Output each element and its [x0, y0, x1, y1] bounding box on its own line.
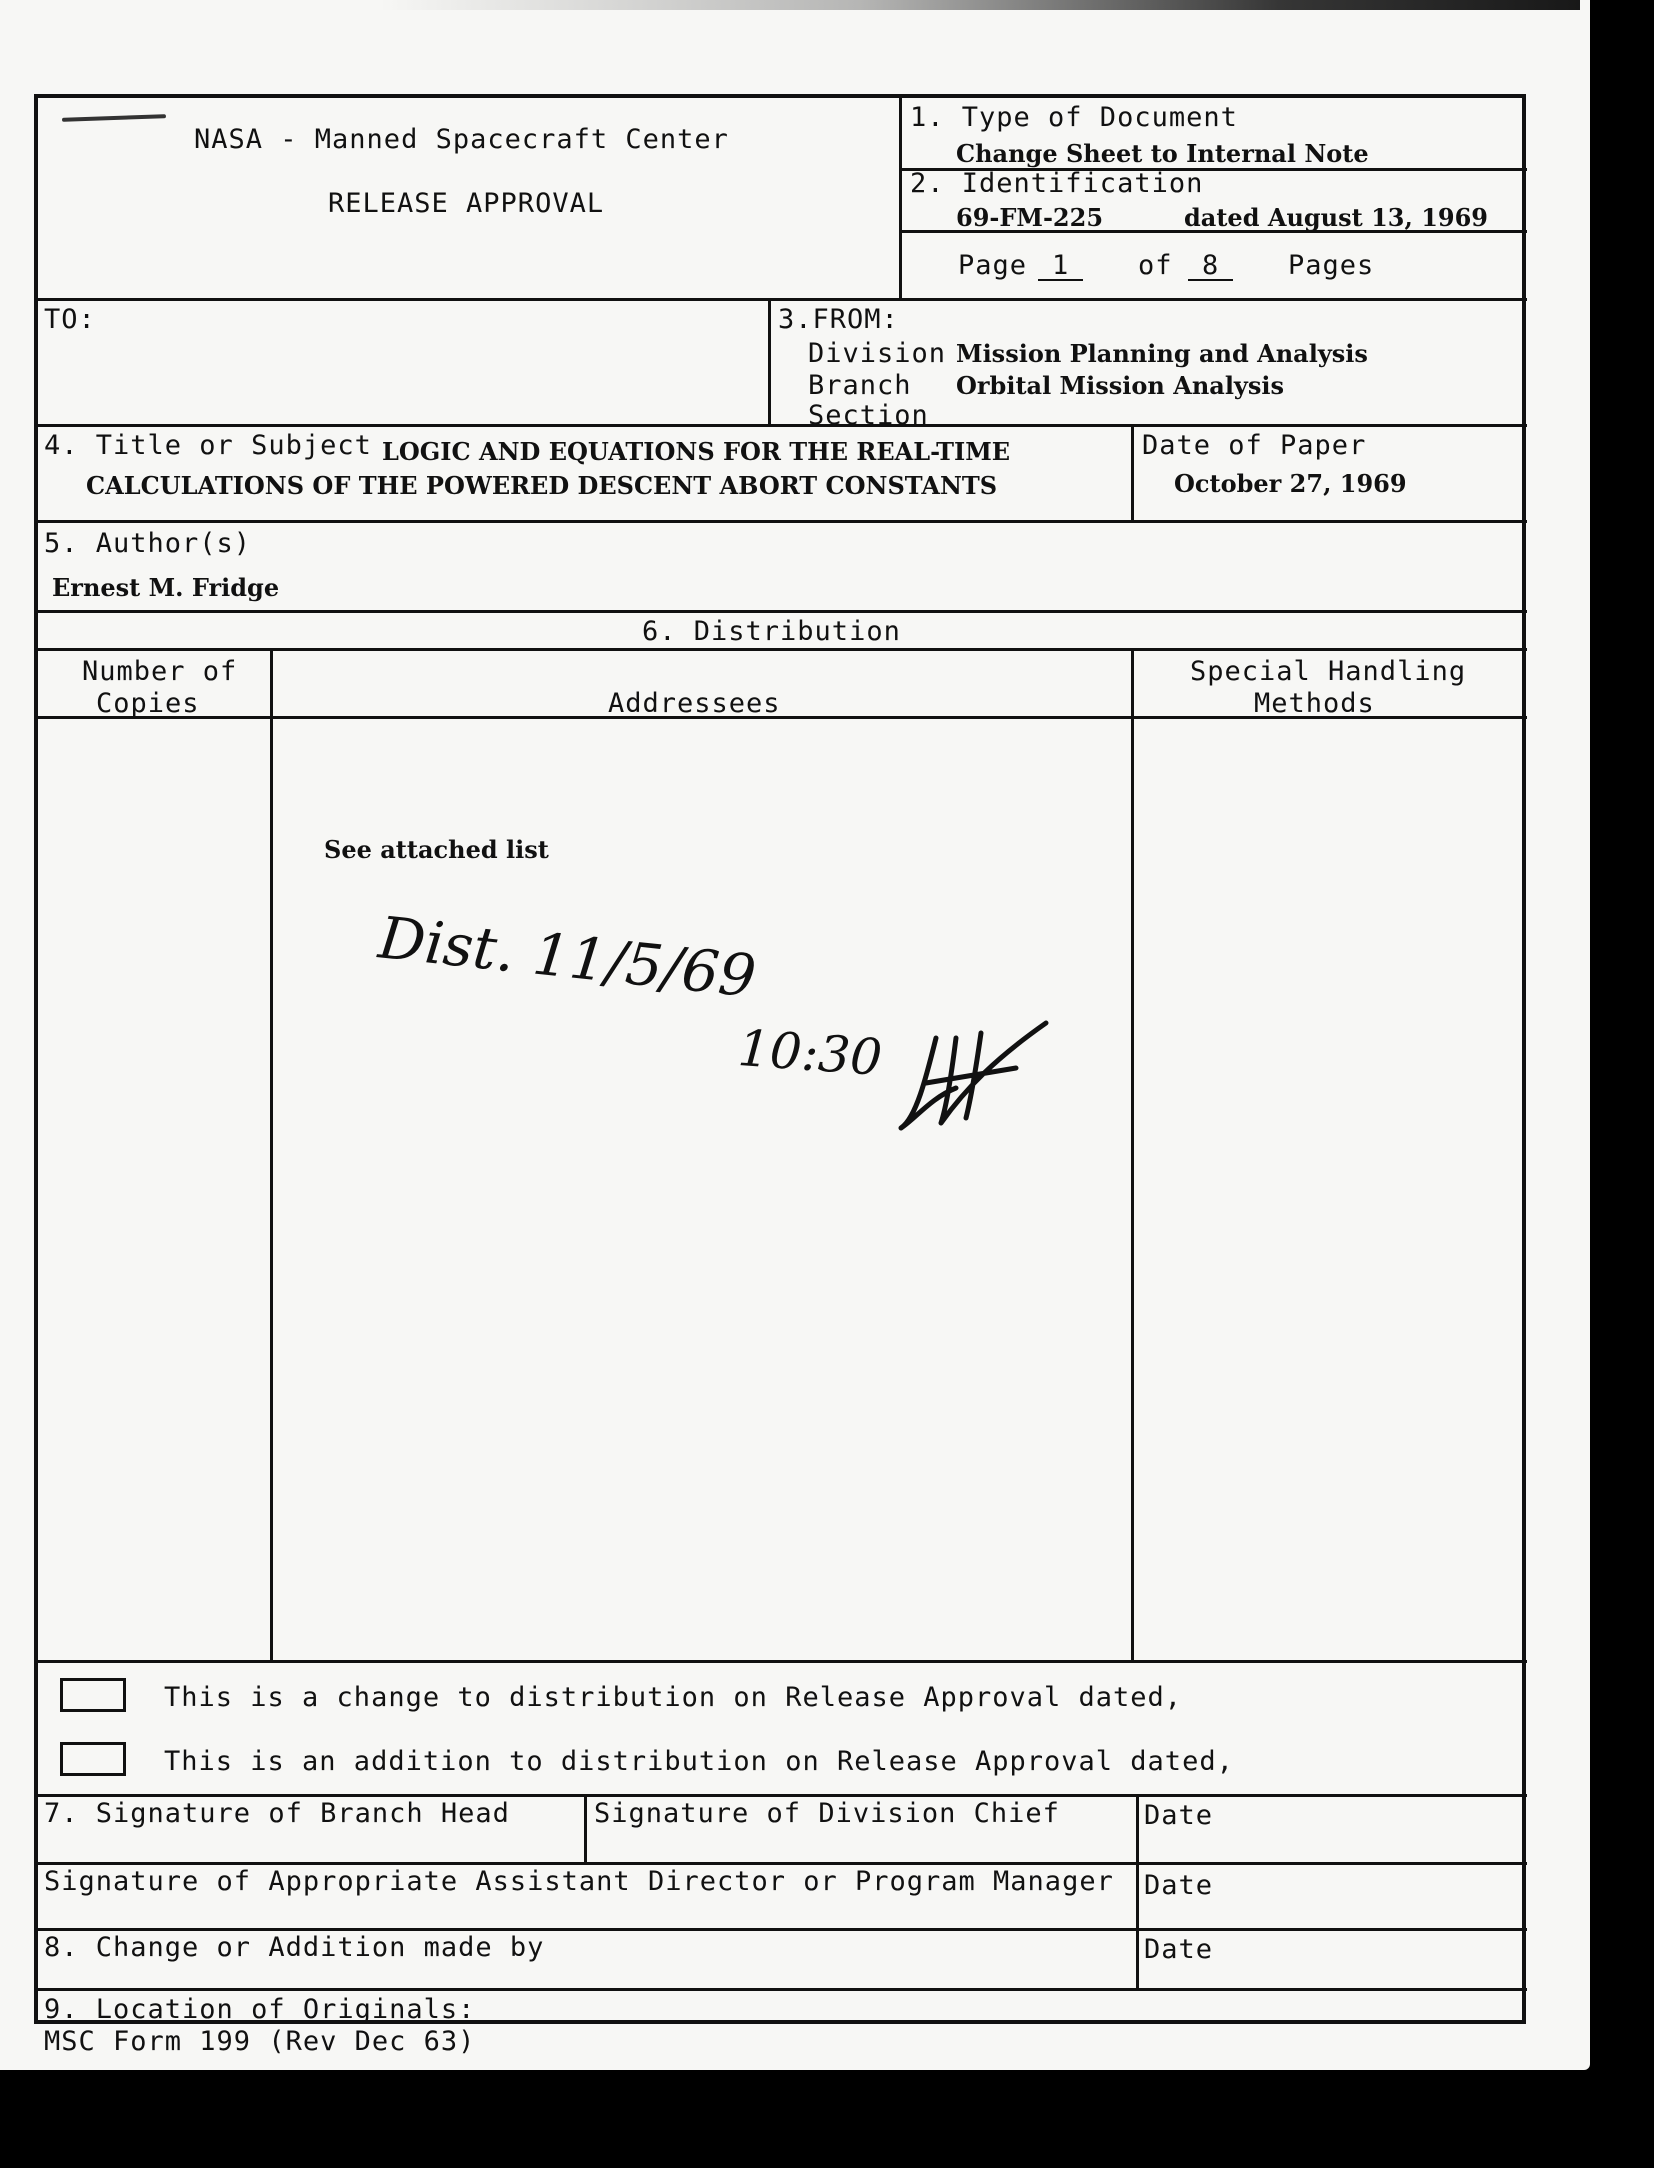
release-approval-form: [34, 94, 1526, 2024]
rule: [38, 648, 1527, 651]
rule: [38, 520, 1527, 523]
of-label: of: [1138, 250, 1173, 281]
rule: [38, 298, 1527, 301]
rule: [768, 298, 771, 426]
change-made-by-label: 8. Change or Addition made by: [44, 1932, 545, 1963]
type-of-document-value: Change Sheet to Internal Note: [956, 139, 1369, 168]
pages-label: Pages: [1288, 250, 1375, 281]
date-of-paper-label: Date of Paper: [1142, 430, 1367, 461]
copies-header-line2: Copies: [96, 688, 200, 719]
identification-number: 69-FM-225: [956, 203, 1104, 232]
handwritten-time: 10:30: [736, 1019, 884, 1087]
rule: [38, 1794, 1527, 1797]
special-handling-header-line1: Special Handling: [1190, 656, 1467, 687]
handwritten-dist-date: Dist. 11/5/69: [375, 903, 760, 1011]
division-label: Division: [808, 338, 947, 369]
identification-dated: dated August 13, 1969: [1184, 203, 1488, 232]
org-name: NASA - Manned Spacecraft Center: [194, 124, 729, 155]
rule: [584, 1794, 587, 1864]
title-line2: CALCULATIONS OF THE POWERED DESCENT ABORT CONSTANTS: [86, 471, 998, 500]
see-attached-list: See attached list: [324, 835, 549, 864]
page-number: 1: [1038, 252, 1083, 281]
rule: [270, 648, 273, 1662]
rule: [38, 610, 1527, 613]
to-label: TO:: [44, 304, 96, 335]
date-label-2: Date: [1144, 1870, 1214, 1901]
special-handling-header-line2: Methods: [1254, 688, 1375, 719]
addition-distribution-checkbox[interactable]: [60, 1742, 126, 1776]
author-value: Ernest M. Fridge: [52, 573, 280, 602]
author-label: 5. Author(s): [44, 528, 252, 559]
page-label: Page: [958, 250, 1028, 281]
distribution-label: 6. Distribution: [642, 616, 901, 647]
section-label: Section: [808, 400, 929, 431]
date-of-paper-value: October 27, 1969: [1174, 469, 1407, 498]
rule: [38, 1928, 1527, 1931]
from-label: 3.FROM:: [778, 304, 899, 335]
identification-label: 2. Identification: [910, 168, 1204, 199]
rule: [1131, 648, 1134, 1662]
date-label-1: Date: [1144, 1800, 1214, 1831]
type-of-document-label: 1. Type of Document: [910, 102, 1238, 133]
handwritten-initials-signature: [896, 1018, 1056, 1138]
addition-distribution-text: This is an addition to distribution on Release Approval dated,: [164, 1746, 1234, 1777]
copies-header-line1: Number of: [82, 656, 238, 687]
total-pages: 8: [1188, 252, 1233, 281]
date-label-3: Date: [1144, 1934, 1214, 1965]
change-distribution-checkbox[interactable]: [60, 1678, 126, 1712]
rule: [38, 424, 1527, 427]
form-title: RELEASE APPROVAL: [328, 188, 605, 219]
rule: [1136, 1794, 1139, 1990]
branch-head-signature-label: 7. Signature of Branch Head: [44, 1798, 510, 1829]
rule: [38, 1862, 1527, 1865]
branch-label: Branch: [808, 370, 912, 401]
addressees-header: Addressees: [608, 688, 781, 719]
branch-value: Orbital Mission Analysis: [956, 371, 1285, 400]
title-label: 4. Title or Subject: [44, 430, 372, 461]
division-chief-signature-label: Signature of Division Chief: [594, 1798, 1060, 1829]
location-of-originals-label: 9. Location of Originals:: [44, 1994, 476, 2025]
rule: [1131, 424, 1134, 522]
assistant-director-signature-label: Signature of Appropriate Assistant Director or Program Manager: [44, 1866, 1114, 1897]
scan-edge-shadow: [380, 0, 1580, 10]
rule: [38, 1988, 1527, 1991]
title-line1: LOGIC AND EQUATIONS FOR THE REAL-TIME: [382, 437, 1011, 466]
rule: [38, 1660, 1527, 1663]
division-value: Mission Planning and Analysis: [956, 339, 1368, 368]
form-number: MSC Form 199 (Rev Dec 63): [44, 2026, 476, 2057]
change-distribution-text: This is a change to distribution on Release Approval dated,: [164, 1682, 1183, 1713]
rule: [899, 98, 902, 300]
